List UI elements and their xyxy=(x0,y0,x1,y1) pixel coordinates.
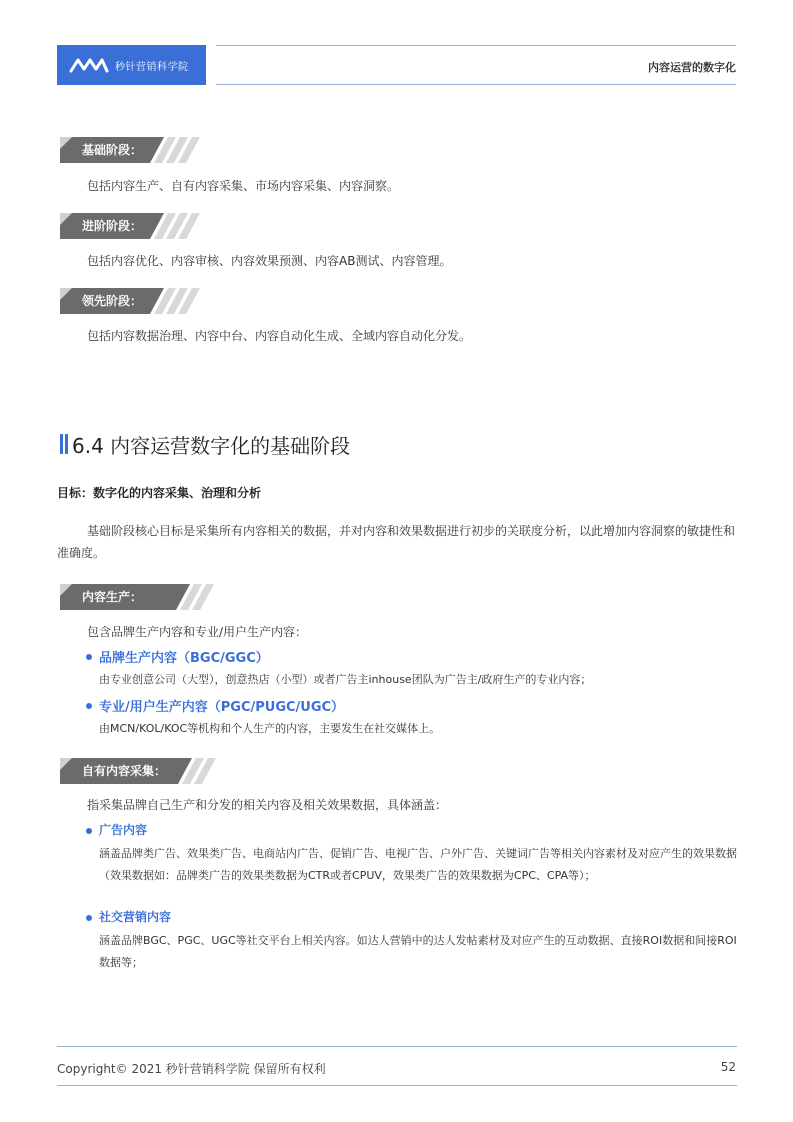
bullet-text: 由MCN/KOL/KOC等机构和个人生产的内容，主要发生在社交媒体上。 xyxy=(99,722,441,735)
tag-label: 领先阶段： xyxy=(82,294,143,308)
tag-basic-stage xyxy=(60,137,220,163)
bullet-title: 广告内容 xyxy=(99,823,148,837)
content-production-intro: 包含品牌生产内容和专业/用户生产内容： xyxy=(87,625,308,639)
tag-own-content xyxy=(60,758,220,784)
tag-label: 自有内容采集： xyxy=(82,764,167,778)
logo-text: 秒针营销科学院 xyxy=(115,61,189,73)
tag-label: 基础阶段： xyxy=(82,143,143,157)
section-goal: 目标：数字化的内容采集、治理和分析 xyxy=(57,486,262,500)
bullet-title: 专业/用户生产内容（PGC/PUGC/UGC） xyxy=(99,700,345,715)
logo-mark-icon xyxy=(69,56,109,74)
stage-text: 包括内容优化、内容审核、内容效果预测、内容AB测试、内容管理。 xyxy=(87,254,452,268)
bullet-dot xyxy=(86,703,92,709)
tag-leading-stage xyxy=(60,288,220,314)
bullet-dot xyxy=(86,654,92,660)
footer-rule-top xyxy=(57,1046,737,1047)
bullet-dot xyxy=(86,915,92,921)
bullet-text: 涵盖品牌类广告、效果类广告、电商站内广告、促销广告、电视广告、户外广告、关键词广告等相关内容素材及对应产生的效果数据（效果数据如：品牌类广告的效果类数据为CTR或者CPUV，效果类广告的效果数据为CPC、CPA等）； xyxy=(99,847,737,882)
stage-text: 包括内容数据治理、内容中台、内容自动化生成、全域内容自动化分发。 xyxy=(87,329,472,343)
page-number: 52 xyxy=(720,1060,736,1074)
header-title: 内容运营的数字化 xyxy=(648,61,736,74)
footer-copyright: Copyright© 2021 秒针营销科学院 保留所有权利 xyxy=(57,1062,326,1076)
bullet-text: 涵盖品牌BGC、PGC、UGC等社交平台上相关内容。如达人营销中的达人发帖素材及对应产生的互动数据、直接ROI数据和间接ROI数据等； xyxy=(99,934,737,969)
stage-text: 包括内容生产、自有内容采集、市场内容采集、内容洞察。 xyxy=(87,179,400,193)
tag-label: 内容生产： xyxy=(82,590,143,604)
tag-content-production xyxy=(60,584,220,610)
section-marker xyxy=(60,434,68,454)
footer-rule-bottom xyxy=(57,1085,737,1086)
tag-advanced-stage xyxy=(60,213,220,239)
bullet-title: 品牌生产内容（BGC/GGC） xyxy=(99,651,269,666)
bullet-dot xyxy=(86,828,92,834)
brand-logo xyxy=(57,45,206,85)
bullet-text: 由专业创意公司（大型），创意热店（小型）或者广告主inhouse团队为广告主/政府生产的专业内容； xyxy=(99,673,592,686)
header-rule-bottom xyxy=(216,84,736,85)
header-rule-top xyxy=(216,45,736,46)
bullet-title: 社交营销内容 xyxy=(99,910,172,924)
tag-label: 进阶阶段： xyxy=(82,219,143,233)
section-intro: 基础阶段核心目标是采集所有内容相关的数据，并对内容和效果数据进行初步的关联度分析，以此增加内容洞察的敏捷性和准确度。 xyxy=(57,524,736,560)
section-title: 6.4 内容运营数字化的基础阶段 xyxy=(72,434,351,458)
own-content-intro: 指采集品牌自己生产和分发的相关内容及相关效果数据，具体涵盖： xyxy=(87,798,448,812)
